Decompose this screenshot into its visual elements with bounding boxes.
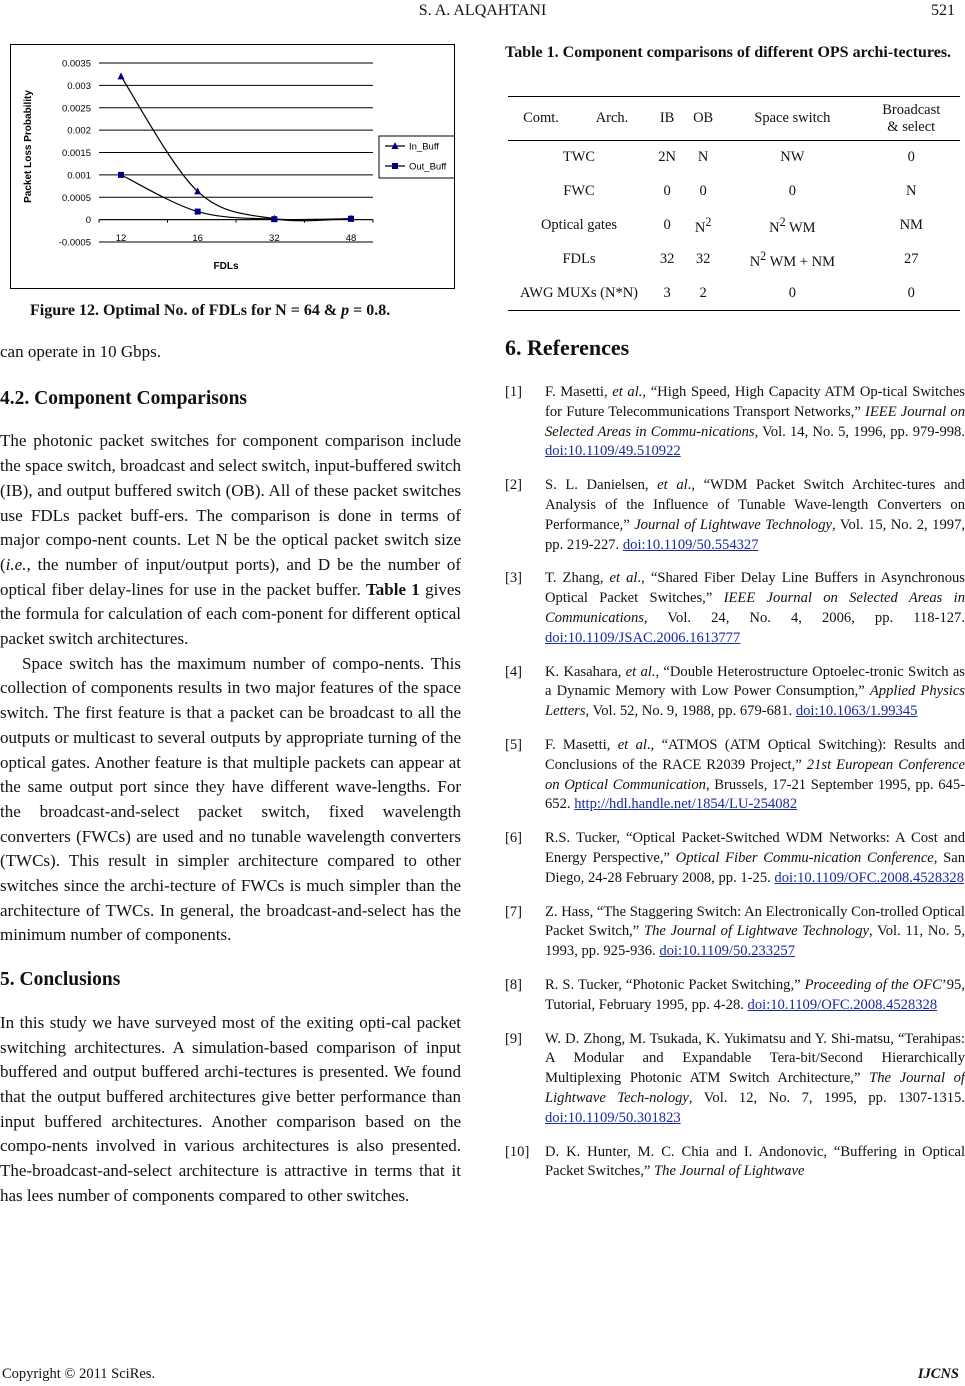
p1-part-a: The photonic packet switches for component comparison include the space switch, broadcast and select switch, input-buffered switch (IB), and output buffered switch (OB). All of these packet switches use FDLs packet buff-ers. The comparison is done in terms of major compo-nent counts. Let N be the optical packet switch size ( [0, 431, 461, 574]
cell: 0 [788, 183, 796, 199]
reference-link[interactable]: http://hdl.handle.net/1854/LU-254082 [574, 796, 798, 813]
y-tick-label: -0.0005 [58, 237, 91, 249]
table-1-reference: Table 1 [366, 579, 420, 599]
x-tick-label: 32 [269, 233, 280, 244]
reference-venue: The Journal of Lightwave Tech-nology [545, 1070, 965, 1106]
data-point [348, 216, 354, 222]
data-point [118, 172, 124, 178]
reference-venue: The Journal of Lightwave [654, 1163, 805, 1180]
reference-details: ’95, Tutorial, February 1995, pp. 4-28. [545, 976, 965, 1013]
cell [722, 243, 862, 277]
cell: 0 [863, 277, 960, 311]
data-point [271, 216, 277, 222]
cell-rest: WM [788, 219, 816, 236]
reference-item [505, 663, 965, 722]
reference-authors: T. Zhang, [545, 570, 610, 587]
x-tick-label: 48 [345, 233, 357, 244]
header-space-switch: Space switch [722, 97, 862, 141]
reference-title: , “High Speed, High Capacity ATM Op-tical Switches for Future Telecommunications Transport Networks,” [545, 384, 965, 420]
y-tick-label: 0.0025 [61, 103, 91, 115]
p1-part-c: gives the formula for calculation of each com-ponent for different optical packet switch architectures. [0, 579, 461, 649]
y-tick-label: 0.0005 [61, 192, 91, 204]
legend-marker [392, 163, 398, 169]
reference-details: , Vol. 52, No. 9, 1988, pp. 679-681. [585, 703, 796, 720]
cell: 32 [695, 251, 711, 267]
figure-12-chart [10, 44, 455, 289]
reference-item [505, 736, 965, 815]
reference-et-al: et al. [625, 663, 656, 680]
p1-ie: i.e. [5, 554, 27, 574]
table-row [508, 141, 960, 175]
table-row [508, 209, 960, 243]
intro-line: can operate in 10 Gbps. [0, 342, 161, 361]
figure-caption [30, 302, 450, 320]
table-header-row [508, 97, 960, 141]
cell [684, 209, 722, 243]
table-row [508, 243, 960, 277]
table-caption: Table 1. Component comparisons of different OPS archi-tectures. [505, 44, 952, 61]
reference-authors: R.S. Tucker, “Optical Packet-Switched WDM Networks: A Cost and Energy Perspective,” [545, 830, 965, 866]
reference-number: [4] [505, 663, 523, 680]
reference-title: ., “WDM Packet Switch Architec-tures and Analysis of the Influence of Tunable Wave-length Converters on Performance,” [545, 477, 965, 533]
running-header: S. A. ALQAHTANI [418, 2, 547, 19]
cell: NW [780, 149, 805, 166]
header-broadcast-select [863, 97, 960, 141]
y-tick-label: 0.003 [67, 80, 91, 92]
references-heading: 6. References [505, 335, 630, 360]
left-column [0, 340, 461, 1209]
cell: 0 [663, 217, 671, 233]
row-label: Optical gates [540, 217, 618, 233]
cell: 0 [699, 183, 707, 199]
figure-caption-var: p [341, 302, 350, 319]
cell: 3 [650, 277, 684, 311]
reference-number: [5] [505, 736, 523, 753]
reference-link[interactable]: doi:10.1109/49.510922 [545, 443, 681, 460]
reference-link[interactable]: doi:10.1109/50.233257 [659, 943, 795, 960]
y-tick-label: 0.002 [67, 125, 91, 137]
reference-item [505, 383, 965, 462]
reference-item [505, 569, 965, 648]
cell: 2 [684, 277, 722, 311]
row-label: AWG MUXs (N*N) [508, 277, 650, 311]
reference-item [505, 903, 965, 962]
cell-base: N [694, 219, 706, 236]
row-label: TWC [562, 149, 596, 166]
reference-item [505, 976, 965, 1016]
p1-part-b: , the number of input/output ports), and D be the number of optical fiber delay-lines for use in the packet buffer. [0, 554, 461, 599]
reference-venue: Journal of Lightwave Technology [634, 516, 832, 533]
reference-details: , Vol. 14, No. 5, 1996, pp. 979-998. [754, 423, 965, 440]
reference-details: , Vol. 12, No. 7, 1995, pp. 1307-1315. [688, 1089, 965, 1106]
header-broadcast: Broadcast [882, 101, 941, 118]
y-tick-label: 0.001 [67, 170, 91, 182]
reference-number: [2] [505, 477, 523, 494]
y-tick-label: 0.0035 [61, 58, 91, 70]
reference-item [505, 1030, 965, 1129]
reference-item [505, 476, 965, 555]
row-label: FDLs [562, 251, 596, 267]
journal-footer: IJCNS [917, 1366, 959, 1382]
cell: 32 [659, 251, 675, 267]
reference-list [505, 383, 965, 1196]
x-tick-label: 12 [115, 233, 127, 244]
superscript: 2 [779, 214, 786, 229]
x-tick-label: 16 [192, 233, 203, 244]
paragraph-conclusions: In this study we have surveyed most of the exiting opti-cal packet switching architectures. A simulation-based comparison of input buffered and output buffered archi-tectures is presented. We found that the output buffered architectures give better performance than input buffered architectures. Another comparison based on the compo-nents involved in various architectures is also presented. The-broadcast-and-select architecture is attractive in terms that it has lees number of components compared to other switches. [0, 1012, 461, 1205]
reference-authors: F. Masetti, [545, 736, 618, 753]
cell [722, 209, 862, 243]
series-line-In_Buff [121, 76, 351, 220]
superscript: 2 [705, 214, 712, 229]
y-tick-label: 0.0015 [61, 148, 91, 159]
reference-title: ., “ATMOS (ATM Optical Switching): Results and Conclusions of the RACE R2039 Project,” [545, 736, 965, 773]
reference-link[interactable]: doi:10.1063/1.99345 [795, 703, 918, 720]
reference-et-al: et al [657, 477, 688, 494]
reference-venue: Proceeding of the OFC [804, 976, 942, 993]
paragraph-components [0, 429, 461, 651]
y-tick-label: 0 [85, 215, 91, 227]
reference-link[interactable]: doi:10.1109/JSAC.2006.1613777 [545, 629, 741, 646]
reference-venue: 21st European Conference on Optical Communication [545, 756, 965, 793]
header-ob: OB [684, 97, 722, 141]
reference-number: [1] [505, 384, 523, 400]
cell: NM [899, 217, 923, 233]
header-arch: Arch. [574, 97, 650, 141]
section-5-heading: 5. Conclusions [0, 969, 121, 991]
reference-link[interactable]: doi:10.1109/OFC.2008.4528328 [774, 869, 965, 886]
cell: 0 [663, 183, 671, 199]
reference-authors: S. L. Danielsen, [545, 477, 658, 494]
reference-number: [3] [505, 570, 523, 587]
header-select: & select [887, 118, 936, 135]
reference-et-al: et al. [612, 384, 643, 400]
reference-authors: F. Masetti, [545, 384, 613, 400]
component-table [508, 96, 960, 311]
y-axis-label: Packet Loss Probability [23, 90, 34, 203]
table-row [508, 277, 960, 311]
section-4-2-heading: 4.2. Component Comparisons [0, 387, 248, 409]
reference-details: , San Diego, 24-28 February 2008, pp. 1-25. [545, 849, 965, 886]
row-label: FWC [563, 183, 595, 199]
line-chart [11, 45, 454, 288]
reference-details: , Vol. 11, No. 5, 1993, pp. 925-936. [545, 923, 965, 960]
reference-link[interactable]: doi:10.1109/OFC.2008.4528328 [747, 996, 938, 1013]
reference-venue: IEEE Journal on Selected Areas in Communications [545, 590, 965, 626]
header-comt: Comt. [508, 97, 574, 141]
reference-link[interactable]: doi:10.1109/50.554327 [622, 536, 759, 553]
reference-authors: D. K. Hunter, M. C. Chia and I. Andonovic, “Buffering in Optical Packet Switches,” [545, 1143, 965, 1180]
reference-venue: The Journal of Lightwave Technology [643, 923, 869, 940]
copyright-footer: Copyright © 2011 SciRes. [2, 1366, 156, 1382]
reference-authors: W. D. Zhong, M. Tsukada, K. Yukimatsu and Y. Shi-matsu, “Terahipas: A Modular and Expandable Tera-bit/Second Hierarchically Multiplexing Photonic ATM Switch Architecture,” [545, 1030, 965, 1087]
reference-link[interactable]: doi:10.1109/50.301823 [545, 1109, 681, 1126]
reference-authors: Z. Hass, “The Staggering Switch: An Electronically Con-trolled Optical Packet Switch,” [545, 903, 965, 940]
cell-base: N [749, 253, 761, 270]
legend-label: In_Buff [409, 141, 439, 153]
reference-venue: Applied Physics Letters [545, 683, 965, 720]
reference-title: ., “Shared Fiber Delay Line Buffers in Asynchronous Optical Packet Switches,” [545, 570, 965, 607]
reference-number: [8] [505, 976, 523, 993]
reference-number: [9] [505, 1030, 523, 1047]
cell: N [697, 149, 709, 166]
legend-label: Out_Buff [409, 161, 447, 173]
cell: 2N [658, 149, 676, 166]
reference-item [505, 1143, 965, 1183]
cell: N [906, 183, 917, 199]
reference-title: , “Double Heterostructure Optoelec-tronic Switch as a Dynamic Memory with Low Power Consumption,” [545, 663, 965, 700]
reference-number: [6] [505, 830, 523, 847]
cell: 0 [907, 149, 915, 166]
cell-base: N [769, 219, 780, 236]
reference-item [505, 829, 965, 888]
x-axis-label: FDLs [213, 261, 239, 272]
cell-rest: WM + NM [769, 253, 835, 270]
table-row [508, 175, 960, 209]
figure-caption-prefix: Figure 12. Optimal No. of FDLs for N = 64 & [30, 302, 342, 319]
paragraph-space-switch: Space switch has the maximum number of compo-nents. This collection of components results in two major features of the space switch. The first feature is that a packet can be broadcast to all the outputs or multicast to several outputs by appropriate turning of the optical gates. Another feature is that multiple packets can appear at the same output port since they have different wave-lengths. For the broadcast-and-select packet switch, fixed wavelength converters (FWCs) are used and no tunable wavelength converters (TWCs). This result in simpler architecture compared to other switches since the archi-tecture of FWCs is much simpler than the architecture of TWCs. In general, the broadcast-and-select has the minimum number of components. [0, 653, 461, 945]
superscript: 2 [760, 248, 767, 263]
reference-number: [7] [505, 903, 523, 920]
reference-details: , Brussels, 17-21 September 1995, pp. 645-652. [545, 776, 965, 813]
reference-et-al: et al [617, 736, 647, 753]
reference-venue: IEEE Journal on Selected Areas in Commu-nications [545, 403, 965, 440]
cell: 27 [904, 251, 919, 267]
header-ib: IB [650, 97, 684, 141]
page-number: 521 [931, 2, 955, 19]
reference-venue: Optical Fiber Commu-nication Conference [675, 849, 934, 866]
reference-et-al: et al [609, 570, 638, 587]
data-point [195, 209, 201, 215]
figure-caption-suffix: = 0.8. [349, 302, 391, 319]
reference-details: , Vol. 15, No. 2, 1997, pp. 219-227. [545, 516, 965, 553]
reference-details: , Vol. 24, No. 4, 2006, pp. 118-127. [643, 609, 965, 626]
cell: 0 [722, 277, 862, 311]
reference-authors: K. Kasahara, [545, 663, 626, 680]
data-point [118, 72, 125, 79]
reference-number: [10] [505, 1143, 530, 1160]
reference-authors: R. S. Tucker, “Photonic Packet Switching,” [545, 976, 805, 993]
